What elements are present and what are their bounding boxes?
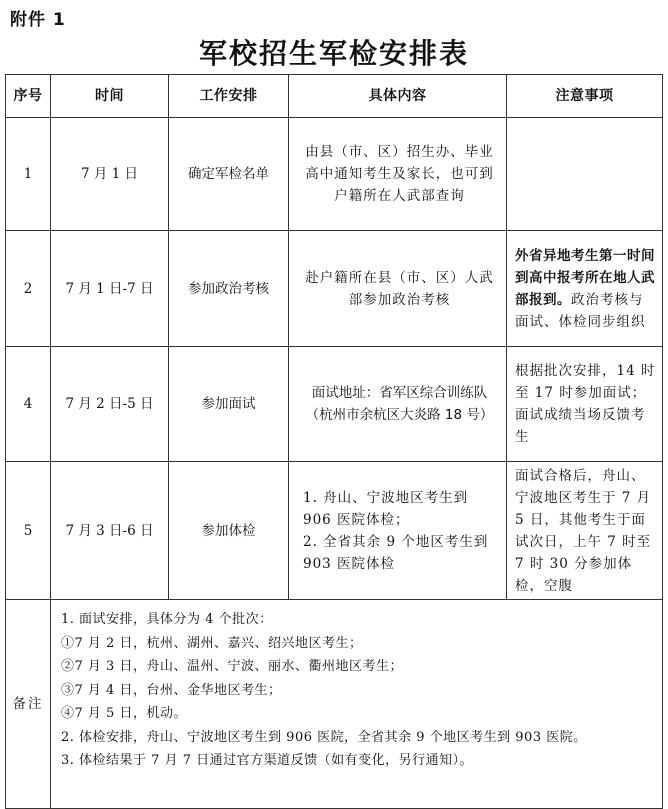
row-time: 7 月 1 日-7 日: [51, 231, 169, 347]
row-no: 5: [6, 462, 51, 600]
row-task: 参加政治考核: [169, 231, 289, 347]
row-content: 面试地址：省军区综合训练队（杭州市余杭区大炎路 18 号）: [289, 347, 507, 462]
remarks-line: ④7 月 5 日，机动。: [61, 706, 187, 721]
row-task: 参加面试: [169, 347, 289, 462]
page-title: 军校招生军检安排表: [198, 37, 469, 70]
row-note: 面试合格后，舟山、宁波地区考生于 7 月 5 日，其他考生于面试次日，上午 7 时至 7 时 30 分参加体检，空腹: [507, 462, 663, 600]
row-time: 7 月 3 日-6 日: [51, 462, 169, 600]
remarks-line: ③7 月 4 日，台州、金华地区考生；: [61, 682, 282, 698]
remarks-line: 1. 面试安排，具体分为 4 个批次：: [61, 612, 273, 627]
remarks-line: ②7 月 3 日，舟山、温州、宁波、丽水、衢州地区考生；: [61, 659, 403, 674]
remarks-label: 备注: [6, 600, 51, 809]
header-content: 具体内容: [289, 75, 507, 118]
remarks-content: [51, 600, 663, 809]
row-no: 4: [6, 347, 51, 462]
row-content-line: 2. 全省其余 9 个地区考生到 903 医院体检: [303, 533, 489, 572]
remarks-line: ①7 月 2 日，杭州、湖州、嘉兴、绍兴地区考生；: [61, 635, 363, 651]
row-content: [289, 462, 507, 600]
row-task: 确定军检名单: [169, 118, 289, 231]
row-content: 由县（市、区）招生办、毕业高中通知考生及家长，也可到户籍所在人武部查询: [289, 118, 507, 231]
header-task: 工作安排: [169, 75, 289, 118]
header-no: 序号: [6, 75, 51, 118]
row-no: 2: [6, 231, 51, 347]
row-content: 赴户籍所在县（市、区）人武部参加政治考核: [289, 231, 507, 347]
row-note: [507, 118, 663, 231]
row-time: 7 月 2 日-5 日: [51, 347, 169, 462]
header-notes: 注意事项: [507, 75, 663, 118]
row-note-emphasis: 外省异地考生第一时间到高中报考所在地人武部报到。: [515, 247, 655, 308]
attachment-label: 附件 1: [10, 10, 66, 30]
row-no: 1: [6, 118, 51, 231]
row-content-line: 1. 舟山、宁波地区考生到 906 医院体检；: [303, 489, 469, 528]
table-row: [6, 118, 663, 231]
row-time: 7 月 1 日: [51, 118, 169, 231]
row-note: [507, 231, 663, 347]
header-time: 时间: [51, 75, 169, 118]
table-row: [6, 231, 663, 347]
remarks-row: [6, 600, 663, 809]
remarks-line: 3. 体检结果于 7 月 7 日通过官方渠道反馈（如有变化，另行通知）。: [61, 753, 474, 768]
remarks-line: 2. 体检安排，舟山、宁波地区考生到 906 医院，全省其余 9 个地区考生到 903 医院。: [61, 729, 587, 745]
row-note-text: 政治考核与面试、体检同步组织: [515, 291, 646, 330]
table-row: [6, 347, 663, 462]
table-header-row: [6, 75, 663, 118]
row-note: 根据批次安排，14 时至 17 时参加面试；面试成绩当场反馈考生: [507, 347, 663, 462]
table-row: [6, 462, 663, 600]
row-task: 参加体检: [169, 462, 289, 600]
schedule-table: [5, 74, 663, 809]
